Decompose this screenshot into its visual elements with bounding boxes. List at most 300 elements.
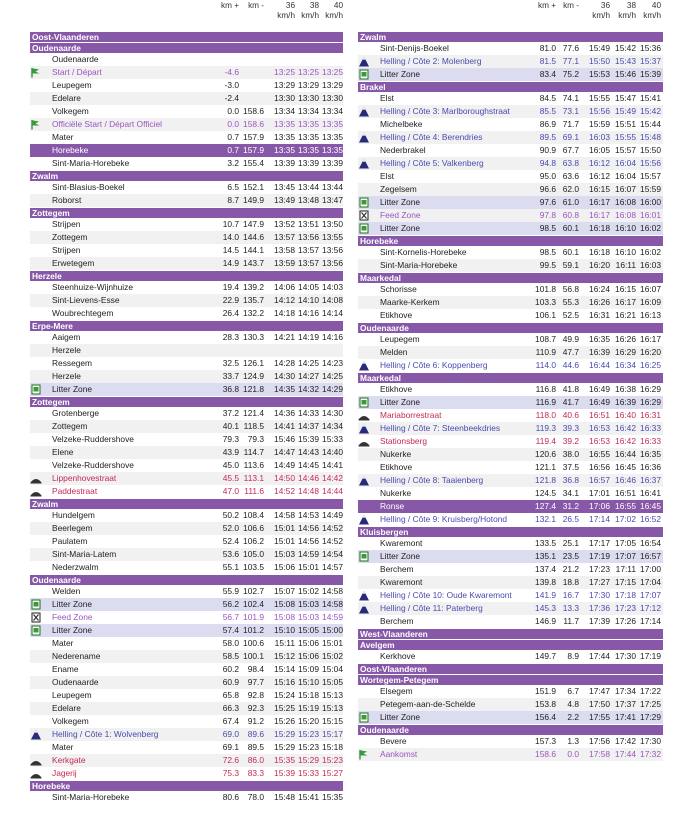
km-plus-value: 139.8	[535, 577, 556, 587]
km-plus-value: 45.5	[222, 473, 239, 483]
time-36-value: 17:55	[589, 712, 610, 722]
time-36-value: 15:50	[589, 56, 610, 66]
km-minus-value: 147.9	[243, 219, 264, 229]
time-36-value: 15:35	[274, 755, 295, 765]
time-38-value: 17:15	[615, 577, 636, 587]
time-36-value: 15:26	[274, 716, 295, 726]
km-minus-value: 39.3	[562, 423, 579, 433]
time-38-value: 17:37	[615, 699, 636, 709]
place-name: Velzeke-Ruddershove	[52, 460, 134, 470]
time-40-value: 15:44	[640, 119, 661, 129]
place-name: Litter Zone	[380, 397, 421, 407]
time-38-value: 15:23	[298, 742, 319, 752]
place-name: Helling / Côte 3: Marlboroughstraat	[380, 106, 510, 116]
km-plus-value: 94.8	[539, 158, 556, 168]
section-header: Horebeke	[30, 780, 343, 791]
time-36-value: 17:39	[589, 616, 610, 626]
time-36-value: 17:06	[589, 501, 610, 511]
km-plus-value: 53.6	[222, 549, 239, 559]
time-38-value: 16:11	[615, 260, 636, 270]
place-name: Litter Zone	[380, 69, 421, 79]
header-km-minus: km -	[563, 1, 579, 10]
time-40-value: 14:23	[322, 358, 343, 368]
time-38-value: 15:06	[298, 638, 319, 648]
time-40-value: 16:03	[640, 260, 661, 270]
place-name: Nukerke	[380, 449, 412, 459]
route-row	[30, 231, 343, 244]
km-minus-value: 144.6	[243, 232, 264, 242]
time-38-value: 13:56	[298, 232, 319, 242]
place-name: Edelare	[52, 703, 81, 713]
km-minus-value: 18.8	[562, 577, 579, 587]
km-minus-value: 135.7	[243, 295, 264, 305]
km-plus-value: 119.4	[535, 436, 556, 446]
header-speed-38: 38 km/h	[618, 1, 636, 20]
time-40-value: 13:35	[322, 145, 343, 155]
time-40-value: 14:57	[322, 562, 343, 572]
route-row	[358, 283, 663, 296]
km-minus-value: 100.1	[243, 651, 264, 661]
route-row	[358, 346, 663, 359]
km-plus-value: 57.4	[222, 625, 239, 635]
route-row	[358, 448, 663, 461]
place-name: Edelare	[52, 93, 81, 103]
place-name: Etikhove	[380, 310, 413, 320]
time-38-value: 13:39	[298, 158, 319, 168]
time-40-value: 14:41	[322, 460, 343, 470]
km-plus-value: 80.6	[222, 792, 239, 802]
time-36-value: 16:26	[589, 297, 610, 307]
time-40-value: 14:59	[322, 612, 343, 622]
km-plus-value: 124.5	[535, 488, 556, 498]
time-36-value: 16:44	[589, 360, 610, 370]
time-36-value: 16:53	[589, 436, 610, 446]
km-minus-value: 158.6	[243, 106, 264, 116]
time-40-value: 15:48	[640, 132, 661, 142]
bin-icon	[358, 712, 370, 723]
climb-icon	[358, 514, 370, 525]
time-38-value: 15:23	[298, 729, 319, 739]
route-row	[30, 257, 343, 270]
time-36-value: 16:55	[589, 449, 610, 459]
time-40-value: 17:07	[640, 590, 661, 600]
km-plus-value: 127.4	[535, 501, 556, 511]
time-40-value: 14:08	[322, 295, 343, 305]
time-40-value: 15:39	[640, 69, 661, 79]
time-38-value: 16:40	[615, 410, 636, 420]
place-name: Elst	[380, 171, 394, 181]
km-plus-value: 156.4	[535, 712, 556, 722]
time-38-value: 17:18	[615, 590, 636, 600]
km-minus-value: 89.6	[247, 729, 264, 739]
section-header: West-Vlaanderen	[358, 628, 663, 639]
place-name: Sint-Maria-Latem	[52, 549, 117, 559]
place-name: Ronse	[380, 501, 405, 511]
place-name: Sint-Lievens-Esse	[52, 295, 120, 305]
km-plus-value: 97.8	[539, 210, 556, 220]
time-38-value: 16:15	[615, 284, 636, 294]
time-38-value: 17:11	[615, 564, 636, 574]
km-plus-value: 84.5	[539, 93, 556, 103]
route-row	[30, 181, 343, 194]
header-speed-40: 40 km/h	[643, 1, 661, 20]
time-40-value: 15:13	[322, 703, 343, 713]
km-plus-value: 37.2	[222, 408, 239, 418]
section-header: Wortegem-Petegem	[358, 674, 663, 685]
time-36-value: 15:59	[589, 119, 610, 129]
km-minus-value: 59.1	[562, 260, 579, 270]
route-row	[30, 281, 343, 294]
time-40-value: 16:00	[640, 197, 661, 207]
place-name: Aaigem	[52, 332, 81, 342]
time-36-value: 16:39	[589, 347, 610, 357]
time-40-value: 13:55	[322, 232, 343, 242]
place-name: Lippenhovestraat	[52, 473, 117, 483]
route-row	[30, 548, 343, 561]
header-km-minus: km -	[248, 1, 264, 10]
route-row	[358, 602, 663, 615]
time-38-value: 15:43	[615, 56, 636, 66]
route-row	[30, 53, 343, 66]
time-38-value: 16:21	[615, 310, 636, 320]
km-plus-value: 55.1	[222, 562, 239, 572]
km-plus-value: 108.7	[535, 334, 556, 344]
km-minus-value: 31.2	[562, 501, 579, 511]
left-column-header	[30, 0, 343, 22]
route-row	[30, 357, 343, 370]
place-name: Maarke-Kerkem	[380, 297, 440, 307]
header-speed-38: 38 km/h	[301, 1, 319, 20]
km-plus-value: 75.3	[222, 768, 239, 778]
km-minus-value: 91.2	[247, 716, 264, 726]
place-name: Oudenaarde	[52, 677, 99, 687]
route-row	[30, 420, 343, 433]
time-40-value: 16:41	[640, 488, 661, 498]
km-plus-value: -4.6	[224, 67, 239, 77]
time-40-value: 13:47	[322, 195, 343, 205]
time-40-value: 15:42	[640, 106, 661, 116]
km-minus-value: 149.9	[243, 195, 264, 205]
time-38-value: 15:33	[298, 768, 319, 778]
km-minus-value: 102.7	[243, 586, 264, 596]
time-40-value: 14:52	[322, 523, 343, 533]
time-38-value: 15:05	[298, 625, 319, 635]
litter-zone-row	[358, 68, 663, 81]
km-minus-value: 26.5	[562, 514, 579, 524]
place-name: Litter Zone	[380, 712, 421, 722]
time-36-value: 17:01	[589, 488, 610, 498]
place-name: Grotenberge	[52, 408, 100, 418]
time-40-value: 13:34	[322, 106, 343, 116]
route-row	[30, 522, 343, 535]
km-minus-value: 56.8	[562, 284, 579, 294]
place-name: Leupegem	[52, 690, 92, 700]
time-36-value: 17:56	[589, 736, 610, 746]
km-minus-value: 106.6	[243, 523, 264, 533]
place-name: Ressegem	[52, 358, 93, 368]
route-row	[30, 331, 343, 344]
route-row	[30, 472, 343, 485]
litter-zone-row	[30, 624, 343, 637]
time-40-value: 16:35	[640, 449, 661, 459]
time-40-value: 14:34	[322, 421, 343, 431]
km-minus-value: 49.9	[562, 334, 579, 344]
route-row	[30, 194, 343, 207]
time-36-value: 17:50	[589, 699, 610, 709]
time-40-value: 16:13	[640, 310, 661, 320]
time-36-value: 15:16	[274, 677, 295, 687]
time-40-value: 17:32	[640, 749, 661, 759]
header-km-plus: km +	[221, 1, 239, 10]
section-header: Zwalm	[358, 31, 663, 42]
km-minus-value: 13.3	[562, 603, 579, 613]
time-36-value: 15:01	[274, 536, 295, 546]
place-name: Helling / Côte 6: Koppenberg	[380, 360, 488, 370]
place-name: Litter Zone	[380, 551, 421, 561]
route-row	[30, 561, 343, 574]
km-plus-value: 50.2	[222, 510, 239, 520]
time-36-value: 17:44	[589, 651, 610, 661]
place-name: Berchem	[380, 616, 414, 626]
time-38-value: 13:35	[298, 145, 319, 155]
time-40-value: 13:25	[322, 67, 343, 77]
km-plus-value: 0.0	[227, 119, 239, 129]
km-plus-value: 118.0	[535, 410, 556, 420]
climb-icon	[358, 423, 370, 434]
place-name: Helling / Côte 1: Wolvenberg	[52, 729, 159, 739]
time-36-value: 16:31	[589, 310, 610, 320]
km-minus-value: 60.1	[562, 223, 579, 233]
time-38-value: 14:25	[298, 358, 319, 368]
place-name: Leupegem	[52, 80, 92, 90]
time-36-value: 15:49	[589, 43, 610, 53]
place-name: Helling / Côte 5: Valkenberg	[380, 158, 484, 168]
time-36-value: 16:35	[589, 334, 610, 344]
time-36-value: 16:18	[589, 247, 610, 257]
route-row	[358, 170, 663, 183]
route-row	[30, 407, 343, 420]
litter-zone-row	[30, 598, 343, 611]
time-38-value: 16:42	[615, 423, 636, 433]
climb-icon	[358, 106, 370, 117]
time-38-value: 13:44	[298, 182, 319, 192]
time-36-value: 13:35	[274, 132, 295, 142]
time-40-value: 15:57	[640, 171, 661, 181]
section-header: Zwalm	[30, 498, 343, 509]
time-36-value: 16:05	[589, 145, 610, 155]
route-row	[358, 461, 663, 474]
time-36-value: 14:12	[274, 295, 295, 305]
time-38-value: 17:05	[615, 538, 636, 548]
time-36-value: 15:56	[589, 106, 610, 116]
time-38-value: 16:10	[615, 247, 636, 257]
route-row	[30, 66, 343, 79]
km-minus-value: 155.4	[243, 158, 264, 168]
km-plus-value: 151.9	[535, 686, 556, 696]
time-36-value: 15:12	[274, 651, 295, 661]
time-36-value: 14:41	[274, 421, 295, 431]
route-row	[30, 676, 343, 689]
time-40-value: 14:44	[322, 486, 343, 496]
km-plus-value: -3.0	[224, 80, 239, 90]
time-36-value: 14:06	[274, 282, 295, 292]
time-38-value: 15:09	[298, 664, 319, 674]
climb-icon	[30, 729, 42, 740]
time-40-value: 15:04	[322, 664, 343, 674]
km-minus-value: 60.1	[562, 247, 579, 257]
time-38-value: 15:42	[615, 43, 636, 53]
km-minus-value: 111.6	[244, 486, 264, 496]
time-40-value: 16:29	[640, 384, 661, 394]
time-40-value: 13:39	[322, 158, 343, 168]
cobble-icon	[358, 410, 370, 421]
km-plus-value: 19.4	[222, 282, 239, 292]
time-38-value: 14:59	[298, 549, 319, 559]
header-speed-40: 40 km/h	[325, 1, 343, 20]
route-row	[358, 474, 663, 487]
header-speed-36: 36 km/h	[592, 1, 610, 20]
section-header: Kluisbergen	[358, 526, 663, 537]
time-36-value: 15:55	[589, 93, 610, 103]
km-minus-value: 16.7	[562, 590, 579, 600]
time-36-value: 15:08	[274, 612, 295, 622]
km-plus-value: 65.8	[222, 690, 239, 700]
section-header: Oudenaarde	[30, 574, 343, 585]
km-minus-value: 1.3	[567, 736, 579, 746]
place-name: Strijpen	[52, 245, 81, 255]
time-40-value: 14:29	[322, 384, 343, 394]
km-minus-value: 39.2	[562, 436, 579, 446]
km-minus-value: 63.6	[562, 171, 579, 181]
time-40-value: 14:40	[322, 447, 343, 457]
time-38-value: 15:20	[298, 716, 319, 726]
km-plus-value: 58.5	[222, 651, 239, 661]
place-name: Helling / Côte 4: Berendries	[380, 132, 483, 142]
time-40-value: 13:35	[322, 132, 343, 142]
km-minus-value: 118.5	[243, 421, 264, 431]
time-40-value: 15:36	[640, 43, 661, 53]
time-40-value: 13:56	[322, 245, 343, 255]
route-row	[358, 359, 663, 372]
route-row	[358, 42, 663, 55]
km-plus-value: 98.5	[539, 247, 556, 257]
feed-icon	[30, 612, 42, 623]
route-row	[30, 131, 343, 144]
time-38-value: 14:27	[298, 371, 319, 381]
route-row	[358, 589, 663, 602]
place-name: Woubrechtegem	[52, 308, 114, 318]
km-minus-value: 143.7	[243, 258, 264, 268]
time-38-value: 13:35	[298, 132, 319, 142]
place-name: Bevere	[380, 736, 407, 746]
km-minus-value: 132.2	[243, 308, 264, 318]
time-38-value: 16:44	[615, 449, 636, 459]
time-36-value: 14:35	[274, 384, 295, 394]
km-minus-value: 77.1	[562, 56, 579, 66]
route-row	[30, 459, 343, 472]
km-minus-value: 41.8	[562, 384, 579, 394]
section-header: Zottegem	[30, 396, 343, 407]
km-plus-value: 14.0	[222, 232, 239, 242]
place-name: Petegem-aan-de-Schelde	[380, 699, 476, 709]
time-40-value: 13:56	[322, 258, 343, 268]
feed-icon	[358, 210, 370, 221]
place-name: Stationsberg	[380, 436, 428, 446]
route-row	[30, 509, 343, 522]
route-row	[358, 259, 663, 272]
time-40-value: 13:44	[322, 182, 343, 192]
time-40-value: 13:35	[322, 119, 343, 129]
km-minus-value: 105.0	[243, 549, 264, 559]
place-name: Sint-Blasius-Boekel	[52, 182, 125, 192]
time-38-value: 16:08	[615, 210, 636, 220]
time-36-value: 13:45	[274, 182, 295, 192]
time-38-value: 13:35	[298, 119, 319, 129]
place-name: Litter Zone	[52, 625, 93, 635]
km-plus-value: 72.6	[222, 755, 239, 765]
cobble-icon	[358, 436, 370, 447]
time-38-value: 16:38	[615, 384, 636, 394]
km-minus-value: 75.2	[562, 69, 579, 79]
time-40-value: 14:14	[322, 308, 343, 318]
km-plus-value: 0.7	[227, 132, 239, 142]
time-40-value: 16:07	[640, 284, 661, 294]
time-40-value: 16:33	[640, 436, 661, 446]
time-36-value: 16:20	[589, 260, 610, 270]
time-40-value: 16:29	[640, 397, 661, 407]
time-40-value: 15:59	[640, 184, 661, 194]
time-36-value: 16:51	[589, 410, 610, 420]
km-plus-value: 157.3	[535, 736, 556, 746]
section-header: Herzele	[30, 270, 343, 281]
route-row	[30, 702, 343, 715]
km-minus-value: 8.9	[567, 651, 579, 661]
time-40-value: 15:41	[640, 93, 661, 103]
time-38-value: 17:44	[615, 749, 636, 759]
time-36-value: 13:58	[274, 245, 295, 255]
time-36-value: 17:47	[589, 686, 610, 696]
time-38-value: 15:02	[298, 586, 319, 596]
time-36-value: 17:58	[589, 749, 610, 759]
km-plus-value: 81.0	[539, 43, 556, 53]
km-minus-value: 83.3	[247, 768, 264, 778]
route-row	[358, 409, 663, 422]
km-minus-value: 44.6	[562, 360, 579, 370]
time-40-value: 16:09	[640, 297, 661, 307]
place-name: Litter Zone	[52, 384, 93, 394]
place-name: Roborst	[52, 195, 82, 205]
km-minus-value: 100.6	[243, 638, 264, 648]
route-row	[358, 309, 663, 322]
km-plus-value: 153.8	[535, 699, 556, 709]
climb-icon	[358, 590, 370, 601]
time-36-value: 13:34	[274, 106, 295, 116]
km-plus-value: 43.9	[222, 447, 239, 457]
time-36-value: 13:57	[274, 232, 295, 242]
time-36-value: 15:29	[274, 742, 295, 752]
km-minus-value: 63.8	[562, 158, 579, 168]
time-36-value: 17:17	[589, 538, 610, 548]
time-38-value: 16:42	[615, 436, 636, 446]
place-name: Leupegem	[380, 334, 420, 344]
time-36-value: 16:17	[589, 197, 610, 207]
km-minus-value: 37.5	[562, 462, 579, 472]
bin-icon	[358, 397, 370, 408]
route-row	[30, 218, 343, 231]
time-38-value: 14:56	[298, 536, 319, 546]
time-40-value: 14:54	[322, 549, 343, 559]
place-name: Feed Zone	[380, 210, 421, 220]
